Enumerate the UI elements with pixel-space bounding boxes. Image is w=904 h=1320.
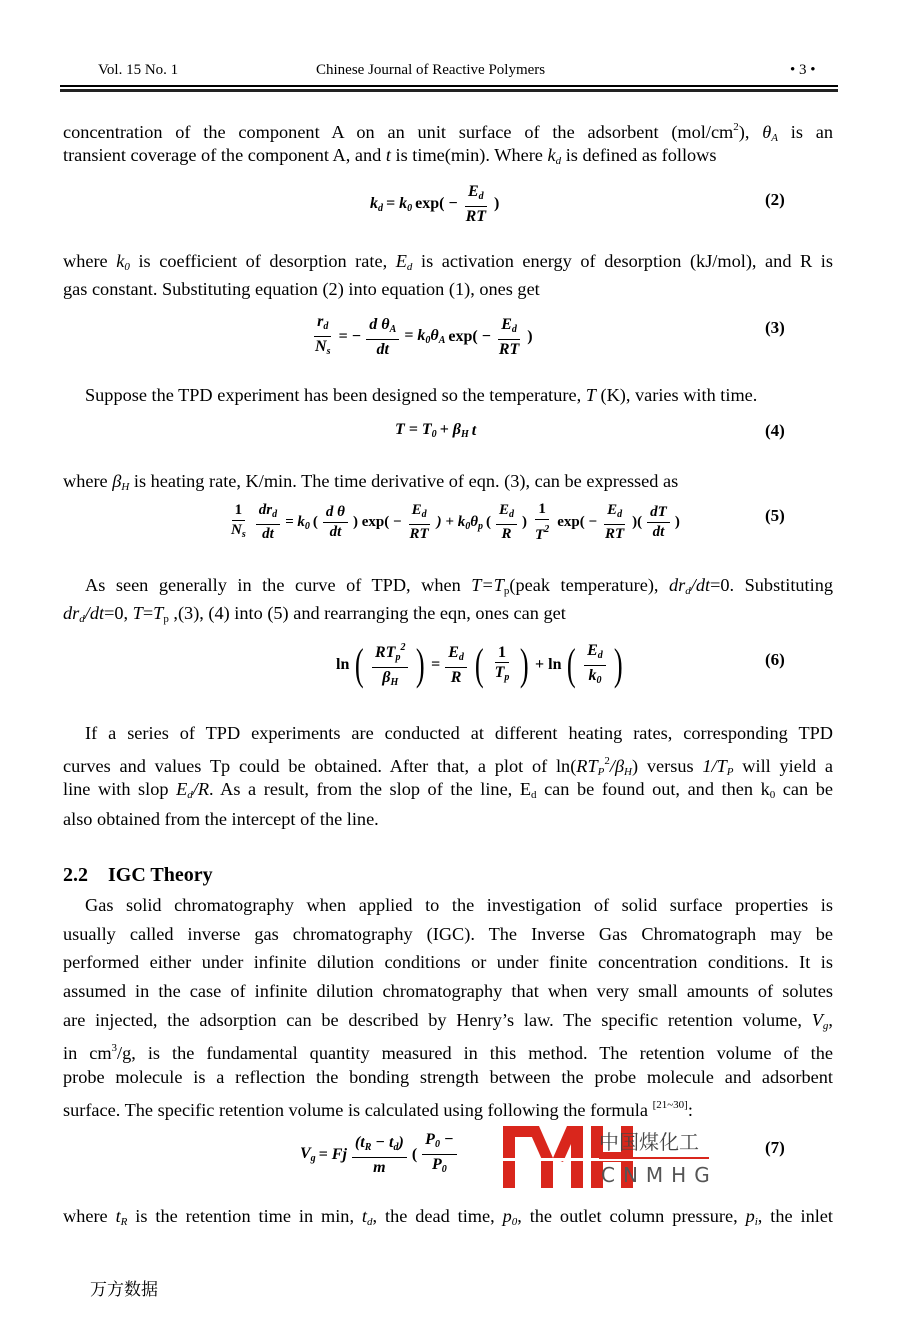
- text-run: :: [687, 1100, 693, 1120]
- text-run: i: [754, 1216, 758, 1228]
- equation-token: R: [364, 1141, 372, 1153]
- equation-token: V: [300, 1145, 311, 1162]
- equation-token: 0: [434, 1139, 440, 1150]
- text-run: [21~30]: [652, 1099, 688, 1111]
- equation-token: P: [432, 1156, 442, 1173]
- equation-token: p: [478, 520, 484, 532]
- equation-token: ): [398, 1133, 404, 1151]
- text-run: d: [187, 789, 193, 801]
- text-line: [63, 1094, 833, 1121]
- text-run: assumed in the case of infinite dilution chromatography that when very small amounts of solutes: [63, 981, 833, 1001]
- text-run: surface. The specific retention volume is calculated using following the formula: [63, 1100, 653, 1120]
- equation-token: R: [501, 526, 512, 542]
- text-run: curves and values Tp could be obtained. After that, a plot of ln(: [63, 756, 577, 776]
- text-run: ) versus: [632, 756, 703, 776]
- equation-token: d: [478, 191, 484, 202]
- text-run: (K), varies with time.: [595, 385, 758, 405]
- equation-token: (: [312, 514, 318, 530]
- equation-4: [395, 421, 476, 440]
- text-run: /R: [192, 779, 210, 799]
- equation-token: d: [378, 202, 383, 214]
- equation-token: dr: [258, 502, 273, 518]
- text-run: A: [771, 132, 778, 144]
- equation-token: RT: [605, 526, 625, 542]
- text-run: also obtained from the intercept of the line.: [63, 809, 379, 829]
- text-run: where: [63, 1206, 116, 1226]
- text-run: T=T: [471, 575, 504, 595]
- text-run: 0: [511, 1216, 518, 1228]
- equation-6: ln ( $\frac{RT_p^2}{\beta_H}$ ) = $\frac{E_d}{R}$ ( $\frac{1}{T_p}$ ) + ln ( $\frac{E_d}{k_0}$ ): [336, 640, 623, 689]
- text-run: d: [79, 613, 85, 625]
- equation-token: A: [438, 335, 446, 346]
- text-line: [63, 1009, 833, 1037]
- text-run: T: [585, 385, 596, 405]
- text-run: As seen generally in the curve of TPD, when: [85, 575, 472, 595]
- equation-token: θ: [430, 327, 439, 344]
- text-run: dr: [63, 603, 80, 623]
- equation-token: T = T: [395, 421, 432, 438]
- equation-token: = k: [285, 513, 305, 530]
- equation-number: (3): [765, 318, 785, 337]
- equation-token: RT: [465, 208, 487, 225]
- text-run: k: [547, 145, 556, 165]
- equation-token: (t: [354, 1133, 365, 1151]
- header-journal: Chinese Journal of Reactive Polymers: [316, 62, 546, 78]
- text-line: [63, 470, 833, 498]
- text-run: dr: [669, 575, 686, 595]
- text-run: where: [63, 251, 117, 271]
- text-line: [63, 980, 833, 1002]
- text-line: [63, 1037, 833, 1064]
- equation-token: 1: [535, 500, 549, 520]
- equation-token: T: [494, 664, 505, 681]
- equation-token: T: [535, 527, 545, 543]
- equation-token: d θ: [323, 503, 348, 523]
- equation-token: −: [443, 1131, 454, 1148]
- text-run: P: [597, 766, 605, 778]
- equation-token: P: [425, 1131, 435, 1148]
- equation-number: (4): [765, 421, 785, 440]
- text-run: H: [121, 481, 130, 493]
- text-line: [63, 250, 833, 278]
- text-run: =0,: [104, 603, 133, 623]
- equation-token: 0: [304, 520, 310, 532]
- text-run: =0. Substituting: [710, 575, 833, 595]
- text-run: 3: [111, 1042, 118, 1054]
- text-run: are injected, the adsorption can be described by Henry’s law. The specific retention volume,: [63, 1010, 812, 1030]
- text-run: is defined as follows: [561, 145, 717, 165]
- text-line: [63, 951, 833, 973]
- equation-token: 2: [544, 524, 550, 535]
- equation-token: d: [511, 323, 517, 335]
- text-run: is coefficient of desorption rate,: [129, 251, 396, 271]
- equation-token: d θ: [369, 315, 390, 333]
- equation-token: 0: [596, 674, 602, 686]
- text-run: probe molecule is a reflection the bonding strength between the probe molecule and adsorbent: [63, 1067, 833, 1087]
- equation-number: (5): [765, 506, 785, 525]
- equation-token: ): [527, 327, 533, 345]
- text-run: ),: [738, 122, 763, 142]
- text-line: [85, 722, 833, 744]
- text-run: where: [63, 471, 113, 491]
- equation-token: RT: [375, 644, 396, 661]
- text-run: line with slop: [63, 779, 177, 799]
- equation-token: s: [326, 346, 331, 357]
- equation-token: θ: [470, 513, 479, 530]
- text-line: [85, 894, 833, 916]
- equation-token: E: [411, 502, 422, 518]
- text-run: Suppose the TPD experiment has been designed so the temperature,: [85, 385, 586, 405]
- equation-2: [370, 182, 499, 226]
- equation-token: ) + k: [436, 513, 466, 530]
- text-run: ,(3), (4) into (5) and rearranging the eqn, ones can get: [168, 603, 566, 623]
- equation-token: E: [448, 644, 459, 661]
- text-run: . As a result, from the slop of the line, E: [209, 779, 531, 799]
- text-run: /dt: [690, 575, 711, 595]
- equation-token: d: [617, 509, 623, 520]
- text-run: t: [115, 1206, 121, 1226]
- equation-token: m: [373, 1158, 386, 1176]
- header-page-number: • 3 •: [790, 62, 816, 78]
- equation-number: (2): [765, 190, 785, 209]
- text-run: d: [367, 1216, 373, 1228]
- equation-token: ): [522, 514, 528, 530]
- equation-token: (: [486, 514, 492, 530]
- text-run: is an: [777, 122, 833, 142]
- equation-token: = −: [338, 327, 362, 345]
- equation-token: dt: [262, 526, 274, 542]
- header-volume: Vol. 15 No. 1: [98, 62, 179, 78]
- text-run: p: [503, 585, 510, 597]
- equation-token: 0: [407, 202, 413, 214]
- text-run: , the inlet: [757, 1206, 833, 1226]
- text-run: 1/T: [702, 756, 727, 776]
- text-run: Gas solid chromatography when applied to the investigation of solid surface properties is: [85, 895, 833, 915]
- watermark-en: CNMHG: [601, 1163, 713, 1187]
- text-run: is time(min). Where: [390, 145, 548, 165]
- equation-token: 2: [400, 642, 406, 653]
- equation-token: (: [411, 1145, 418, 1163]
- text-line: [63, 1205, 833, 1233]
- equation-token: 0: [465, 520, 471, 532]
- text-run: β: [112, 471, 122, 491]
- text-run: 2: [733, 121, 739, 133]
- equation-token: exp( −: [415, 195, 458, 212]
- text-line: [63, 808, 833, 830]
- equation-token: d: [509, 509, 515, 520]
- equation-token: H: [390, 677, 399, 688]
- text-run: g: [822, 1020, 829, 1032]
- equation-token: t: [471, 421, 477, 439]
- equation-token: E: [607, 502, 618, 518]
- text-run: E: [395, 251, 407, 271]
- text-line: [85, 384, 833, 406]
- text-run: is the retention time in min,: [127, 1206, 362, 1226]
- text-run: 0: [124, 261, 130, 273]
- equation-token: + β: [439, 421, 461, 438]
- text-run: P: [726, 766, 734, 778]
- text-run: T: [153, 603, 164, 623]
- equation-token: 1: [495, 643, 509, 663]
- text-run: t: [385, 145, 391, 165]
- equation-token: ln: [336, 656, 350, 673]
- section-heading: [63, 864, 213, 887]
- text-run: 0: [769, 789, 776, 801]
- equation-token: = k: [386, 194, 408, 212]
- equation-token: − t: [375, 1133, 394, 1151]
- text-run: If a series of TPD experiments are conducted at different heating rates, corresponding TPD: [85, 723, 833, 743]
- section-title: IGC Theory: [108, 864, 213, 886]
- header-rule: [60, 85, 838, 87]
- equation-3: [310, 312, 533, 361]
- text-run: ,: [828, 1010, 833, 1030]
- text-run: d: [555, 155, 562, 167]
- text-run: 2: [604, 755, 610, 767]
- text-run: d: [531, 789, 537, 801]
- text-run: H: [624, 766, 632, 778]
- text-run: , the outlet column pressure,: [517, 1206, 746, 1226]
- text-run: can be: [775, 779, 834, 799]
- equation-token: 0: [441, 1164, 447, 1175]
- equation-token: β: [382, 669, 391, 686]
- equation-token: E: [467, 183, 479, 200]
- equation-number: (7): [765, 1138, 785, 1157]
- text-line: [63, 278, 833, 300]
- text-run: transient coverage of the component A, and: [63, 145, 386, 165]
- text-run: concentration of the component A on an unit surface of the adsorbent (mol/cm: [63, 122, 734, 142]
- text-run: T: [132, 603, 143, 623]
- text-run: gas constant. Substituting equation (2) into equation (1), ones get: [63, 279, 540, 299]
- text-run: performed either under infinite dilution conditions or under finite concentration conditions. It is: [63, 952, 833, 972]
- equation-number: (6): [765, 650, 785, 669]
- equation-token: A: [389, 323, 397, 335]
- text-run: can be found out, and then k: [536, 779, 770, 799]
- header-rule-thick: [60, 89, 838, 92]
- text-run: p: [502, 1206, 512, 1226]
- equation-token: ): [674, 514, 680, 530]
- text-run: V: [811, 1010, 823, 1030]
- equation-token: dT: [647, 503, 670, 523]
- text-run: d: [685, 585, 691, 597]
- cnmhg-logo-icon: [503, 1124, 713, 1192]
- watermark-logo: [503, 1124, 713, 1192]
- equation-7: [300, 1130, 459, 1179]
- text-run: /β: [609, 756, 625, 776]
- equation-token: 0: [425, 335, 431, 346]
- text-run: d: [406, 261, 413, 273]
- text-run: will yield a: [733, 756, 833, 776]
- section-number: 2.2: [63, 864, 88, 886]
- equation-token: exp( −: [448, 327, 491, 345]
- text-run: is heating rate, K/min. The time derivative of eqn. (3), can be expressed as: [129, 471, 679, 491]
- equation-token: )(: [632, 514, 643, 530]
- watermark-cn: 中国煤化工: [599, 1130, 699, 1154]
- equation-token: E: [499, 502, 510, 518]
- equation-token: ): [494, 195, 500, 212]
- equation-token: d: [421, 509, 427, 520]
- equation-token: k: [370, 194, 378, 212]
- equation-token: = k: [404, 327, 426, 344]
- text-run: /g, is the fundamental quantity measured in this method. The retention volume of the: [117, 1043, 833, 1063]
- equation-token: d: [597, 649, 603, 661]
- equation-token: k: [588, 666, 597, 684]
- equation-token: dt: [376, 340, 389, 358]
- text-run: θ: [762, 122, 772, 142]
- equation-token: p: [504, 672, 510, 683]
- text-run: E: [176, 779, 188, 799]
- equation-token: d: [458, 652, 464, 663]
- equation-5: [226, 500, 680, 545]
- text-run: p: [745, 1206, 755, 1226]
- equation-token: E: [587, 641, 598, 659]
- equation-token: exp( −: [557, 514, 597, 530]
- equation-token: 1: [232, 501, 246, 521]
- equation-token: N: [231, 522, 242, 538]
- equation-token: H: [460, 429, 469, 440]
- equation-token: d: [323, 321, 329, 332]
- text-run: (peak temperature),: [509, 575, 669, 595]
- equation-token: =: [431, 656, 441, 673]
- text-run: RT: [576, 756, 598, 776]
- equation-token: RT: [498, 340, 520, 358]
- equation-token: N: [315, 338, 327, 355]
- text-run: , the dead time,: [372, 1206, 503, 1226]
- footer-source: 万方数据: [90, 1280, 158, 1300]
- equation-token: dt: [652, 524, 665, 540]
- equation-token: ) exp( −: [352, 514, 402, 530]
- equation-token: dt: [329, 524, 342, 540]
- equation-token: R: [450, 669, 462, 686]
- equation-token: g: [310, 1153, 316, 1164]
- text-run: t: [361, 1206, 368, 1226]
- equation-token: s: [241, 529, 246, 540]
- equation-token: + ln: [535, 656, 562, 673]
- text-run: is activation energy of desorption (kJ/mol), and R is: [412, 251, 833, 271]
- equation-token: d: [272, 509, 278, 520]
- text-line: [85, 574, 833, 602]
- text-line: [63, 602, 833, 630]
- equation-token: 0: [431, 429, 437, 440]
- equation-token: p: [395, 652, 401, 663]
- text-run: p: [163, 613, 169, 625]
- text-line: [63, 1066, 833, 1088]
- equation-token: r: [317, 313, 324, 330]
- equation-token: RT: [409, 526, 429, 542]
- text-run: k: [116, 251, 125, 271]
- equation-token: E: [501, 315, 512, 333]
- text-run: in cm: [63, 1043, 112, 1063]
- text-run: =: [142, 603, 154, 623]
- text-line: [63, 778, 833, 806]
- text-run: /dt: [84, 603, 105, 623]
- text-line: [63, 923, 833, 945]
- text-line: [63, 144, 833, 172]
- equation-token: = Fj: [318, 1145, 347, 1163]
- text-run: usually called inverse gas chromatography (IGC). The Inverse Gas Chromatograph may be: [63, 924, 833, 944]
- equation-token: d: [393, 1141, 399, 1153]
- text-run: R: [120, 1216, 128, 1228]
